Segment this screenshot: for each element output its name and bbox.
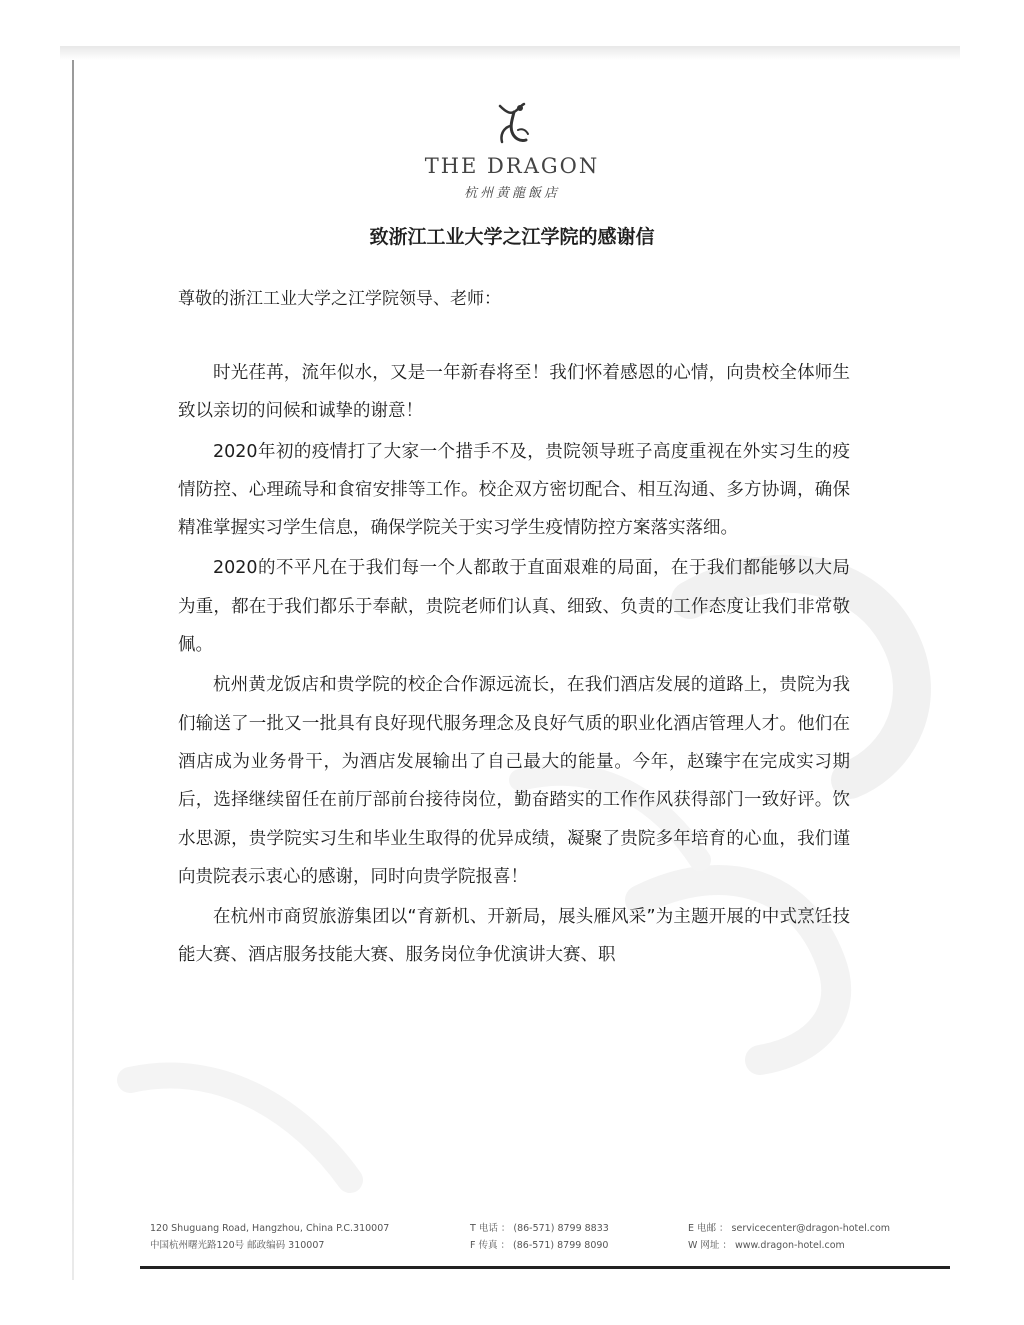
paragraph: 2020的不平凡在于我们每一个人都敢于直面艰难的局面，在于我们都能够以大局为重，都在于我们都乐于奉献，贵院老师们认真、细致、负责的工作态度让我们非常敬佩。 — [178, 558, 850, 656]
letter-greeting: 尊敬的浙江工业大学之江学院领导、老师： — [178, 289, 501, 309]
scan-edge — [140, 1266, 950, 1269]
website-url: W 网址 ： www.dragon-hotel.com — [688, 1240, 845, 1251]
paragraph: 2020年初的疫情打了大家一个措手不及，贵院领导班子高度重视在外实习生的疫情防控、心理疏导和食宿安排等工作。校企双方密切配合、相互沟通、多方协调，确保精准掌握实习学生信息，确保学院关于实习学生疫情防控方案落实落细。 — [178, 441, 850, 539]
paragraph: 杭州黄龙饭店和贵学院的校企合作源远流长，在我们酒店发展的道路上，贵院为我们输送了一批又一批具有良好现代服务理念及良好气质的职业化酒店管理人才。他们在酒店成为业务骨干，为酒店发展输出了自己最大的能量。今年，赵臻宇在完成实习期后，选择继续留任在前厅部前台接待岗位，勤奋踏实的工作作风获得部门一致好评。饮水思源，贵学院实习生和毕业生取得的优异成绩，凝聚了贵院多年培育的心血，我们谨向贵院表示衷心的感谢，同时向贵学院报喜！ — [178, 675, 850, 887]
brand-name-cn: 杭州黄龍飯店 — [463, 186, 560, 201]
email-address: E 电邮 ： servicecenter@dragon-hotel.com — [688, 1223, 891, 1234]
paragraph: 在杭州市商贸旅游集团以“育新机、开新局，展头雁风采”为主题开展的中式烹饪技能大赛、酒店服务技能大赛、服务岗位争优演讲大赛、职 — [178, 907, 850, 966]
letter-title: 致浙江工业大学之江学院的感谢信 — [369, 226, 655, 248]
address-en: 120 Shuguang Road, Hangzhou, China P.C.310007 — [150, 1223, 390, 1234]
fax-number: F 传真 ： (86-571) 8799 8090 — [470, 1240, 609, 1251]
letterhead-footer — [0, 1220, 1024, 1260]
letter-body — [178, 354, 850, 977]
dragon-figure-icon — [490, 100, 534, 148]
phone-number: T 电话 ： (86-571) 8799 8833 — [470, 1223, 609, 1234]
hotel-logo — [412, 100, 612, 210]
paragraph: 时光荏苒，流年似水，又是一年新春将至！我们怀着感恩的心情，向贵校全体师生致以亲切的问候和诚挚的谢意！ — [178, 363, 850, 422]
scan-shadow — [60, 46, 960, 60]
brand-name: THE DRAGON — [424, 154, 600, 178]
address-cn: 中国杭州曙光路120号 邮政编码 310007 — [150, 1240, 325, 1251]
